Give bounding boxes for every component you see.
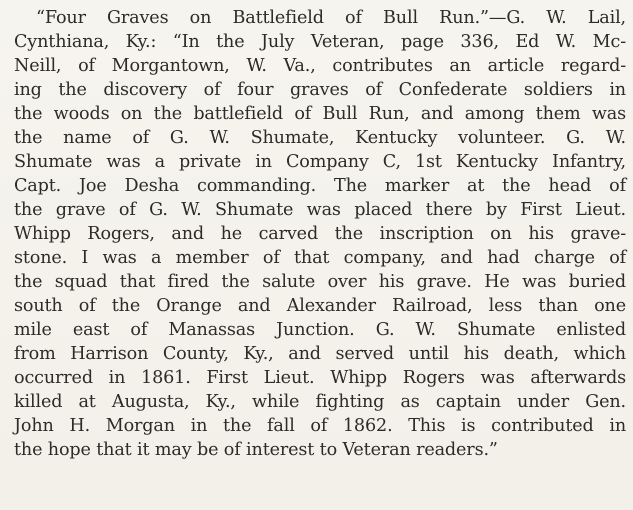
article-text [14, 6, 626, 462]
text-line: the name of G. W. Shumate, Kentucky volunteer. G. W. [14, 128, 626, 148]
text-line: Whipp Rogers, and he carved the inscription on his grave- [14, 224, 626, 244]
text-line: stone. I was a member of that company, and had charge of [14, 248, 626, 268]
text-line: Neill, of Morgantown, W. Va., contributes an article regard- [14, 56, 626, 76]
text-line: killed at Augusta, Ky., while fighting as captain under Gen. [14, 392, 626, 412]
text-line: the hope that it may be of interest to Veteran readers.” [14, 440, 498, 460]
text-line: mile east of Manassas Junction. G. W. Shumate enlisted [14, 320, 626, 340]
text-line: Capt. Joe Desha commanding. The marker at the head of [14, 176, 626, 196]
text-line: John H. Morgan in the fall of 1862. This is contributed in [14, 416, 626, 436]
text-line: the squad that fired the salute over his grave. He was buried [14, 272, 626, 292]
text-line: occurred in 1861. First Lieut. Whipp Rogers was afterwards [14, 368, 626, 388]
text-line: the grave of G. W. Shumate was placed there by First Lieut. [14, 200, 626, 220]
text-line: Shumate was a private in Company C, 1st Kentucky Infantry, [14, 152, 626, 172]
text-line: ing the discovery of four graves of Confederate soldiers in [14, 80, 626, 100]
text-line: the woods on the battlefield of Bull Run, and among them was [14, 104, 626, 124]
text-line: south of the Orange and Alexander Railroad, less than one [14, 296, 626, 316]
text-line: “Four Graves on Battlefield of Bull Run.”—G. W. Lail, [36, 8, 626, 28]
text-line: from Harrison County, Ky., and served until his death, which [14, 344, 626, 364]
text-line: Cynthiana, Ky.: “In the July Veteran, page 336, Ed W. Mc- [14, 32, 626, 52]
